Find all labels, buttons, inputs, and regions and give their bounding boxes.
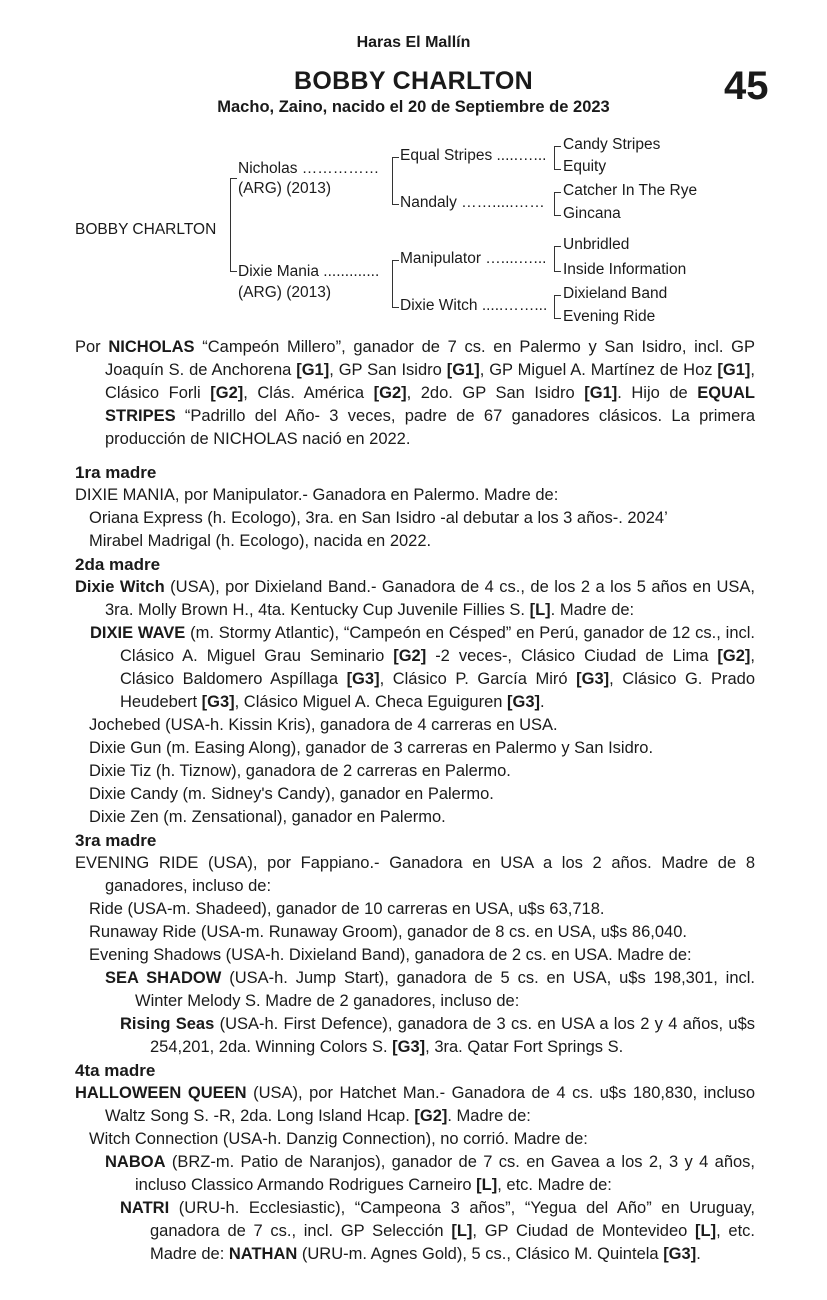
pedigree-g3-5: Unbridled: [563, 236, 630, 253]
bracket-gen2-top: [392, 157, 399, 205]
bracket-gen3-3: [554, 246, 561, 272]
pedigree-dam-dam: Dixie Witch .....……...: [400, 297, 548, 314]
haras-title: Haras El Mallín: [356, 34, 471, 51]
sea-shadow-entry: SEA SHADOW (USA-h. Jump Start), ganadora de 5 cs. en USA, u$s 198,301, incl. Winter Melody S. Madre de 2 ganadores, incluso de:: [105, 969, 756, 1010]
sire-paragraph: Por NICHOLAS “Campeón Millero”, ganador de 7 cs. en Palermo y San Isidro, incl. GP Joaquín S. de Anchorena [G1], GP San Isidro [G1], GP Miguel A. Martínez de Hoz [G1], Clásico Forli [G2], Clás. América [G2], 2do. GP San Isidro [G1]. Hijo de EQUAL STRIPES “Padrillo del Año- 3 veces, padre de 67 ganadores clásicos. La primera producción de NICHOLAS nació en 2022.: [75, 338, 755, 448]
madre3-produce-2: Runaway Ride (USA-m. Runaway Groom), ganador de 8 cs. en USA, u$s 86,040.: [89, 923, 687, 941]
natri-entry: NATRI (URU-h. Ecclesiastic), “Campeona 3 años”, “Yegua del Año” en Uruguay, ganadora de 7 cs., incl. GP Selección [L], GP Ciudad de Montevideo [L], etc. Madre de: NATHAN (URU-m. Agnes Gold), 5 cs., Clásico M. Quintela [G3].: [120, 1199, 755, 1263]
madre3-produce-3: Evening Shadows (USA-h. Dixieland Band), ganadora de 2 cs. en USA. Madre de:: [89, 946, 692, 964]
madre2-produce-4: Dixie Candy (m. Sidney's Candy), ganador en Palermo.: [89, 785, 494, 803]
heading-madre4: 4ta madre: [75, 1061, 156, 1080]
pedigree-g3-2: Equity: [563, 158, 607, 175]
pedigree-dam-sire: Manipulator …....…...: [400, 250, 547, 267]
madre2-produce-2: Dixie Gun (m. Easing Along), ganador de 3 carreras en Palermo y San Isidro.: [89, 739, 654, 757]
madre2-produce-1: Jochebed (USA-h. Kissin Kris), ganadora de 4 carreras en USA.: [89, 716, 558, 734]
pedigree-g3-7: Dixieland Band: [563, 285, 668, 302]
naboa-entry: NABOA (BRZ-m. Patio de Naranjos), ganador de 7 cs. en Gavea a los 2, 3 y 4 años, incluso Classico Armando Rodrigues Carneiro [L], etc. Madre de:: [105, 1153, 755, 1194]
rising-seas-entry: Rising Seas (USA-h. First Defence), ganadora de 3 cs. en USA a los 2 y 4 años, u$s 254,201, 2da. Winning Colors S. [G3], 3ra. Qatar Fort Springs S.: [120, 1015, 755, 1056]
bracket-gen3-4: [554, 295, 561, 319]
heading-madre3: 3ra madre: [75, 831, 157, 850]
pedigree-sire-sire: Equal Stripes .....…...: [400, 147, 547, 164]
pedigree-sire: Nicholas ……………: [238, 160, 380, 177]
pedigree-dam: Dixie Mania .............: [238, 263, 380, 280]
catalog-text: [75, 336, 755, 1266]
bracket-gen2-bottom: [392, 260, 399, 308]
pedigree-g3-6: Inside Information: [563, 261, 687, 278]
madre1-produce-2: Mirabel Madrigal (h. Ecologo), nacida en 2022.: [89, 532, 432, 550]
madre2-line: Dixie Witch (USA), por Dixieland Band.- Ganadora de 4 cs., de los 2 a los 5 años en USA, 3ra. Molly Brown H., 4ta. Kentucky Cup Juvenile Fillies S. [L]. Madre de:: [75, 578, 755, 619]
madre2-produce-5: Dixie Zen (m. Zensational), ganador en Palermo.: [89, 808, 446, 826]
madre1-line: DIXIE MANIA, por Manipulator.- Ganadora en Palermo. Madre de:: [75, 486, 559, 504]
pedigree-g3-1: Candy Stripes: [563, 136, 661, 153]
pedigree-sire-origin: (ARG) (2013): [238, 180, 332, 197]
pedigree-subject: BOBBY CHARLTON: [75, 221, 217, 238]
pedigree-sire-dam: Nandaly …….....……: [400, 194, 545, 211]
madre1-produce-1: Oriana Express (h. Ecologo), 3ra. en San Isidro -al debutar a los 3 años-. 2024’: [89, 509, 668, 527]
bracket-gen1: [230, 178, 237, 272]
witch-connection-line: Witch Connection (USA-h. Danzig Connection), no corrió. Madre de:: [89, 1130, 588, 1148]
pedigree-g3-8: Evening Ride: [563, 308, 656, 325]
madre2-produce-3: Dixie Tiz (h. Tiznow), ganadora de 2 carreras en Palermo.: [89, 762, 511, 780]
madre3-line: EVENING RIDE (USA), por Fappiano.- Ganadora en USA a los 2 años. Madre de 8 ganadores, incluso de:: [75, 854, 755, 895]
pedigree-g3-4: Gincana: [563, 205, 621, 222]
bracket-gen3-2: [554, 192, 561, 216]
heading-madre1: 1ra madre: [75, 463, 157, 482]
heading-madre2: 2da madre: [75, 555, 161, 574]
madre3-produce-1: Ride (USA-m. Shadeed), ganador de 10 carreras en USA, u$s 63,718.: [89, 900, 605, 918]
bracket-gen3-1: [554, 146, 561, 170]
horse-subtitle: Macho, Zaino, nacido el 20 de Septiembre de 2023: [217, 98, 610, 116]
pedigree-dam-origin: (ARG) (2013): [238, 284, 332, 301]
lot-number: 45: [724, 64, 769, 108]
halloween-queen-line: HALLOWEEN QUEEN (USA), por Hatchet Man.- Ganadora de 4 cs. u$s 180,830, incluso Waltz Song S. -R, 2da. Long Island Hcap. [G2]. Madre de:: [75, 1084, 755, 1125]
horse-name: BOBBY CHARLTON: [294, 67, 533, 95]
pedigree-g3-3: Catcher In The Rye: [563, 182, 698, 199]
dixie-wave-entry: DIXIE WAVE (m. Stormy Atlantic), “Campeón en Césped” en Perú, ganador de 12 cs., incl. Clásico A. Miguel Grau Seminario [G2] -2 veces-, Clásico Ciudad de Lima [G2], Clásico Baldomero Aspíllaga [G3], Clásico P. García Miró [G3], Clásico G. Prado Heudebert [G3], Clásico Miguel A. Checa Eguiguren [G3].: [90, 624, 755, 711]
